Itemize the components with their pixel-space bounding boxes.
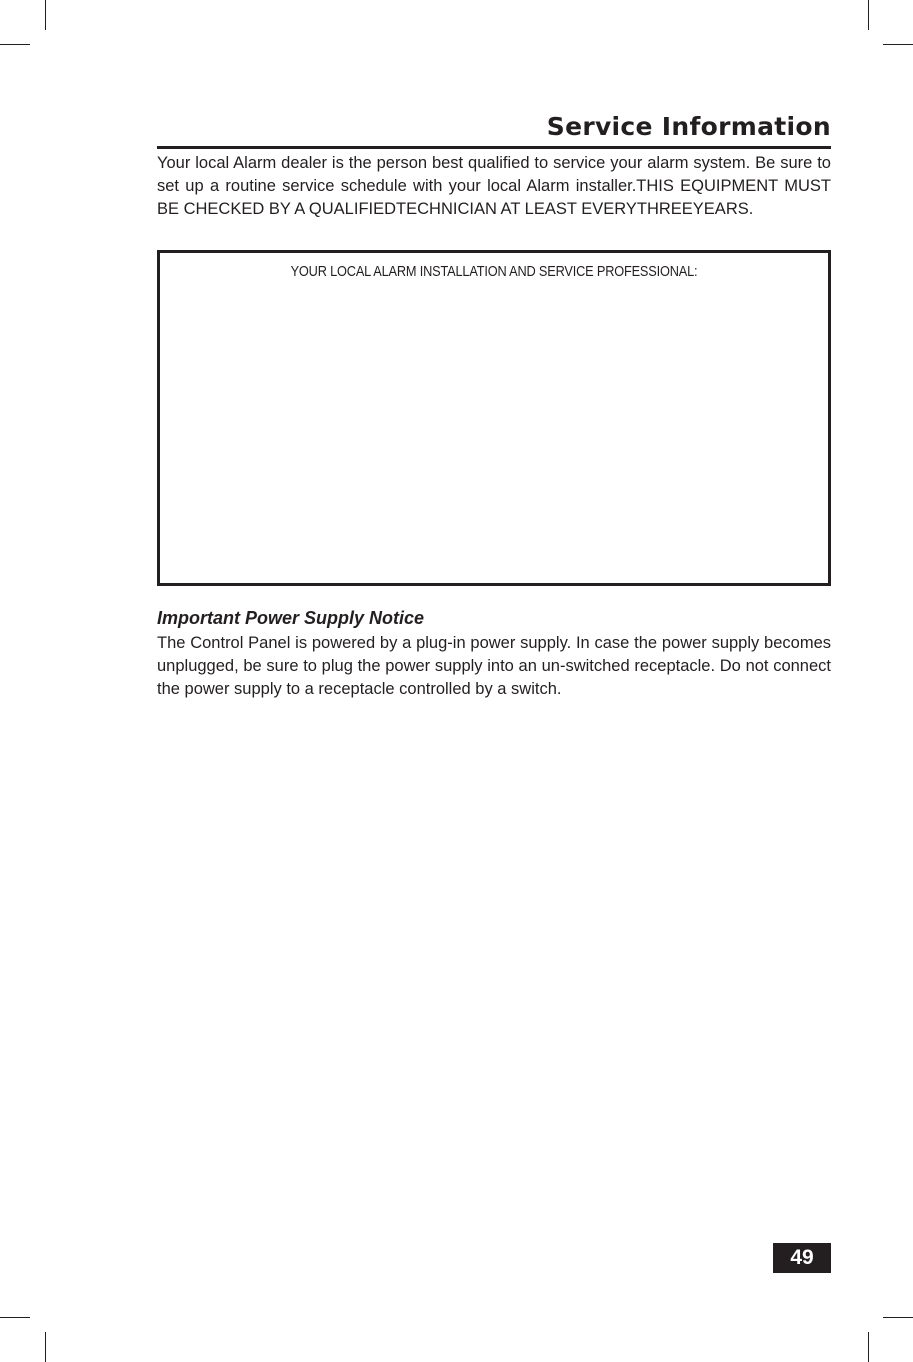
title-divider bbox=[157, 146, 831, 149]
crop-mark-top-right-vertical bbox=[868, 0, 869, 30]
service-box-label: YOUR LOCAL ALARM INSTALLATION AND SERVICE PROFESSIONAL: bbox=[290, 264, 698, 280]
crop-mark-bottom-right-vertical bbox=[868, 1332, 869, 1362]
crop-mark-top-left-vertical bbox=[45, 0, 46, 30]
intro-paragraph: Your local Alarm dealer is the person best qualified to service your alarm system. Be sure to set up a routine service schedule with your local Alarm installer.THIS EQUIPMENT MUST BE CHECKED BY A QUALIFIEDTECHNICIAN AT LEAST EVERYTHREEYEARS. bbox=[157, 154, 831, 218]
crop-mark-bottom-right-horizontal bbox=[883, 1317, 913, 1318]
page-number-badge: 49 bbox=[773, 1243, 831, 1273]
notice-paragraph: The Control Panel is powered by a plug-in power supply. In case the power supply becomes unplugged, be sure to plug the power supply into an un-switched receptacle. Do not connect the power supply to a receptacle controlled by a switch. bbox=[157, 634, 831, 698]
service-professional-box bbox=[157, 250, 831, 586]
crop-mark-top-left-horizontal bbox=[0, 44, 30, 45]
notice-heading: Important Power Supply Notice bbox=[157, 608, 425, 628]
crop-mark-bottom-left-vertical bbox=[45, 1332, 46, 1362]
page-title: Service Information bbox=[546, 112, 831, 141]
crop-mark-top-right-horizontal bbox=[883, 44, 913, 45]
crop-mark-bottom-left-horizontal bbox=[0, 1317, 30, 1318]
